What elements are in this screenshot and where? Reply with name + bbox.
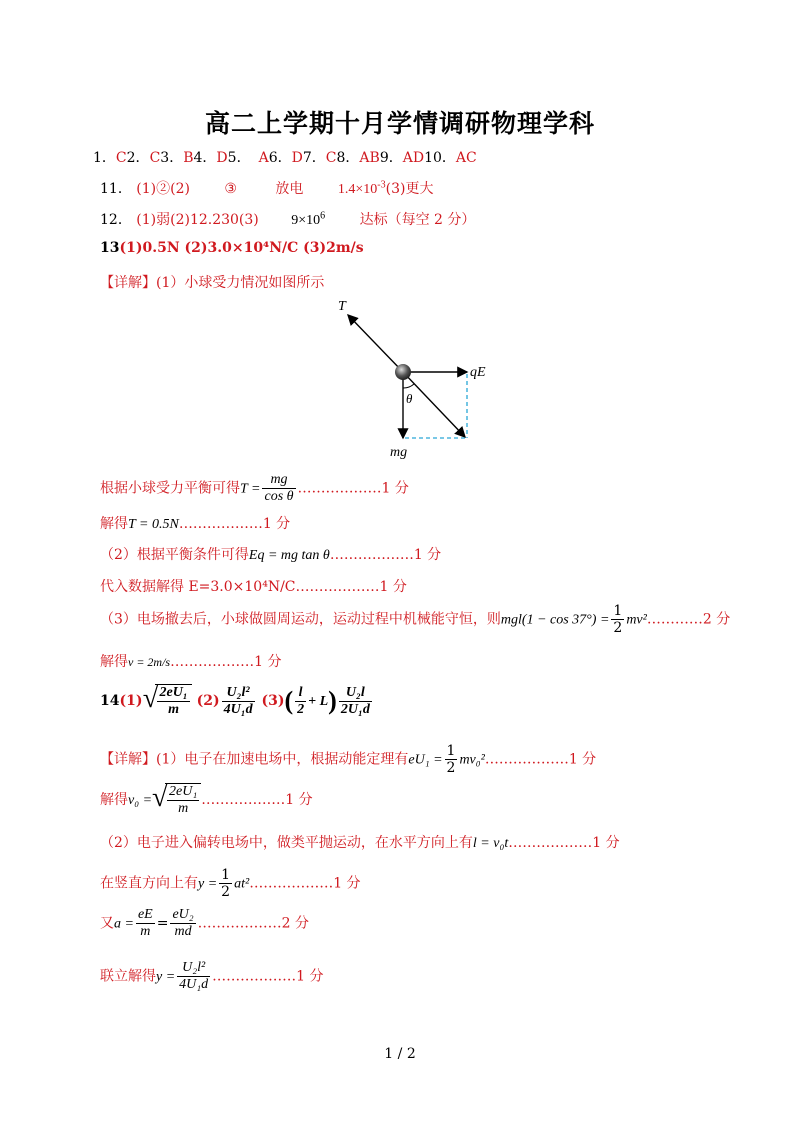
mc-number: 9． [379,150,403,166]
theta-arc [403,384,414,388]
label-mg: mg [390,445,408,460]
q11-part3: 放电 [275,181,304,197]
detail-label: 【详解】 [100,275,156,291]
mc-number: 2． [126,150,150,166]
q12-part2: $9\times 10^6$ [291,210,326,228]
page-number: 1 / 2 [384,1046,416,1062]
q12-number: 12． [100,212,132,228]
mc-number: 3． [160,150,184,166]
q12-part1: (1)弱(2)12.230(3) [136,212,259,228]
mc-answer: AB [359,150,380,166]
mc-answer: C [325,150,337,166]
q12-part3: 达标（每空 2 分） [359,212,476,228]
q13-answer [100,240,364,256]
mc-answer: B [183,150,194,166]
q12-answer [100,209,475,229]
q13-line5: （3）电场撤去后，小球做圆周运动，运动过程中机械能守恒，则mgl(1 − cos 37°) = $\frac{1}{2}$ mv²…………2 分 [100,603,731,636]
q11-part5: (3)更大 [385,181,434,197]
q14-line2: 解得v₀ = √ $\frac{\text{2eU₁}}{m}$ ………………1 分 [100,782,313,816]
q14-answer: 14(1) √ $\frac{\text{2eU₁}}{m}$ (2) $\frac{\text{U₂l²}}{\text{4U₁d}}$ (3)( $\frac{l}{2}$ + L) $\frac{\text{U₂l}}{\text{2U₁d}}$ [100,683,370,717]
q14-number: 14 [100,693,120,709]
label-qE: qE [470,365,486,380]
ball [395,364,411,380]
mc-answers [93,147,477,167]
page-title: 高二上学期十月学情调研物理学科 [204,109,595,138]
q11-part4: $1.4\times 10^{-3}$ [337,179,386,197]
q13-detail-header [100,272,324,292]
q11-answer [100,178,433,198]
label-theta: θ [406,391,413,406]
q11-part2: ③ [224,181,237,197]
force-diagram [330,292,500,462]
q13-line4: 代入数据解得 E=3.0×10⁴N/C………………1 分 [100,579,407,595]
mc-number: 4． [193,150,217,166]
mc-number: 10． [424,150,456,166]
mc-answer: D [291,150,303,166]
mc-number: 7． [302,150,326,166]
mc-answer: D [216,150,228,166]
q13-detail-part1: (1）小球受力情况如图所示 [156,275,325,291]
q14-line4: 在竖直方向上有y = $\frac{1}{2}$ at²………………1 分 [100,867,361,900]
q11-number: 11． [100,181,132,197]
q14-line3: （2）电子进入偏转电场中，做类平抛运动，在水平方向上有l = v₀t………………1 分 [100,835,620,851]
q13-number: 13 [100,240,120,256]
tension-arrow [348,315,403,372]
label-T: T [338,299,346,314]
mc-answer: AC [455,150,477,166]
mc-number: 6． [268,150,292,166]
mc-answer: A [258,150,269,166]
mc-answer: C [149,150,161,166]
q14-line6: 联立解得y = $\frac{\text{U₂l²}}{\text{4U₁d}}$ ………………1 分 [100,960,324,992]
q14-line1: 【详解】(1）电子在加速电场中，根据动能定理有eU₁ = $\frac{1}{2}$ mv₀²………………1 分 [100,743,597,776]
mc-number: 8． [336,150,360,166]
q13-answer-text: (1)0.5N (2)3.0×10⁴N/C (3)2m/s [119,240,364,256]
q13-line2: 解得T = 0.5N………………1 分 [100,516,291,532]
mc-number: 5． [227,150,251,166]
mc-number: 1． [93,150,116,166]
mc-answer: AD [402,150,425,166]
q14-line5: 又a = $\frac{eE}{m}$ = $\frac{\text{eU₂}}{md}$ ………………2 分 [100,907,310,939]
q13-line6: 解得v = 2m/s………………1 分 [100,654,282,670]
q11-part1: (1)②(2) [136,181,190,197]
q13-line3: （2）根据平衡条件可得Eq = mg tan θ………………1 分 [100,547,442,563]
mc-answer: C [115,150,127,166]
q13-line1: 根据小球受力平衡可得T = $\frac{mg}{\text{cos θ}}$ ………………1 分 [100,472,409,504]
